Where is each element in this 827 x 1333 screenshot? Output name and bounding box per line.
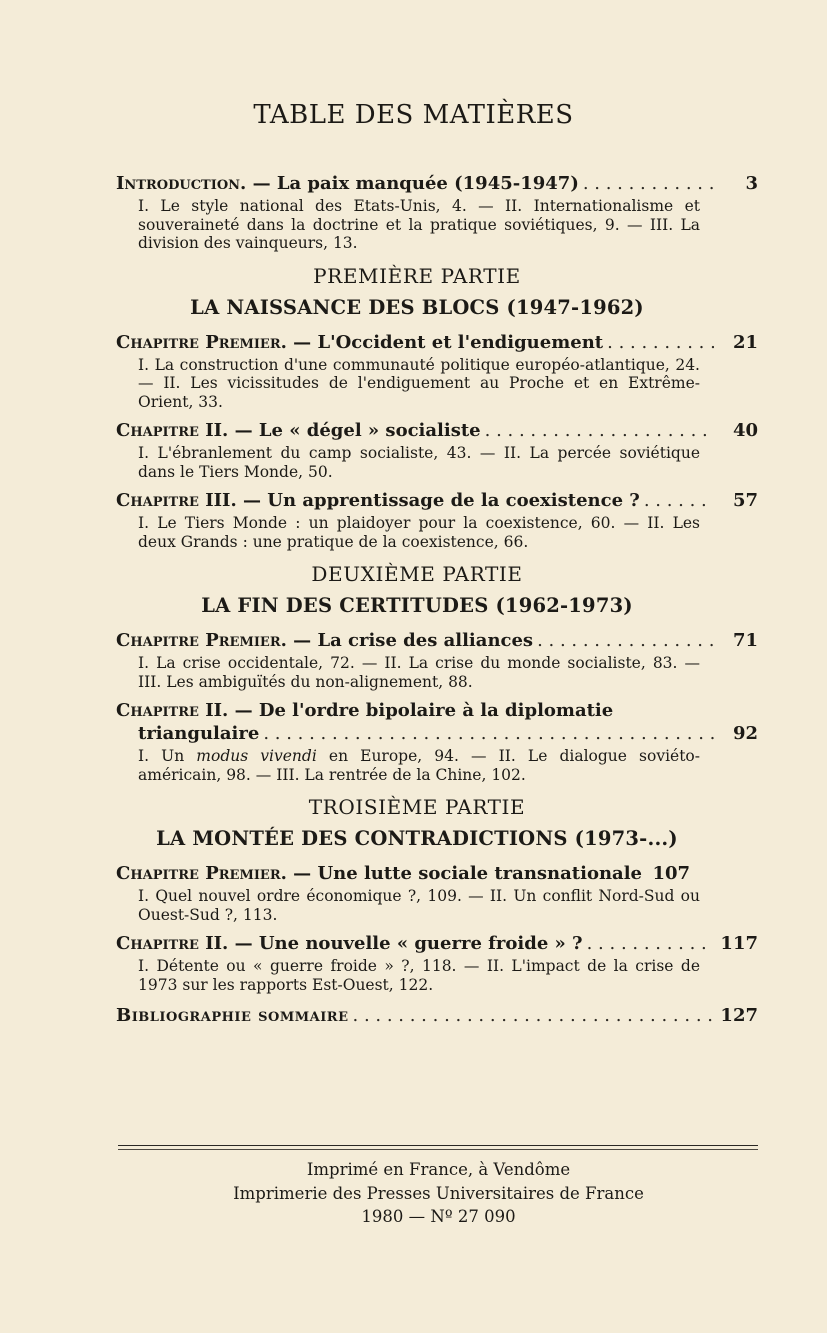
leader-dots (644, 489, 714, 512)
page-number: 21 (732, 331, 758, 353)
summary-italic: modus vivendi (196, 747, 317, 765)
page-title: TABLE DES MATIÈRES (253, 100, 574, 130)
summary-text: I. Un (138, 747, 197, 765)
summary-text: en Europe, 94. — II. Le dialogue soviéto-américain, 98. — III. La rentrée de la Chine, 102. (138, 747, 701, 784)
entry-label-prefix: Chapitre II. (116, 700, 229, 721)
entry-label: — Un apprentissage de la coexistence ? (236, 490, 640, 511)
entry-label-prefix: Introduction. (116, 173, 247, 194)
page-number: 71 (732, 630, 758, 651)
part-title: LA NAISSANCE DES BLOCS (1947-1962) (190, 295, 644, 319)
entry-label: — Une nouvelle « guerre froide » ? (228, 933, 583, 954)
page-number: 107 (652, 863, 691, 884)
entry-label: — Le « dégel » socialiste (228, 420, 481, 441)
section-summary (138, 747, 700, 784)
entry-label-prefix: Chapitre III. (116, 490, 237, 511)
part-heading: DEUXIÈME PARTIE (311, 562, 523, 586)
page-number: 127 (720, 1005, 758, 1026)
section-summary: I. La construction d'une communauté politique européo-atlantique, 24. — II. Les vicissitudes de l'endiguement au Proche et en Extrême-Orient, 33. (138, 355, 700, 411)
colophon-line: Imprimerie des Presses Universitaires de France (233, 1183, 644, 1203)
divider-rule-thin (118, 1149, 758, 1150)
toc-entry-chapter (116, 932, 758, 955)
toc-entry-introduction (116, 172, 758, 195)
leader-dots (353, 1004, 714, 1027)
entry-label: — De l'ordre bipolaire à la diplomatie (228, 700, 614, 721)
leader-dots (485, 419, 714, 442)
section-summary: I. Le style national des Etats-Unis, 4. — II. Internationalisme et souveraineté dans la doctrine et la pratique soviétiques, 9. — III. La division des vainqueurs, 13. (138, 197, 700, 252)
part-title: LA FIN DES CERTITUDES (1962-1973) (201, 594, 633, 617)
entry-label: — Une lutte sociale transnationale (286, 863, 643, 884)
section-summary: I. L'ébranlement du camp socialiste, 43. — II. La percée soviétique dans le Tiers Monde, 50. (138, 444, 700, 481)
section-summary: I. La crise occidentale, 72. — II. La crise du monde socialiste, 83. — III. Les ambiguïtés du non-alignement, 88. (138, 654, 700, 691)
section-summary: I. Détente ou « guerre froide » ?, 118. — II. L'impact de la crise de 1973 sur les rapports Est-Ouest, 122. (138, 957, 700, 994)
page-number: 3 (745, 173, 758, 194)
toc-entry-chapter (116, 489, 758, 512)
leader-dots (587, 932, 714, 955)
toc-entry-bibliography (116, 1004, 758, 1027)
leader-dots (583, 172, 714, 195)
colophon-line: 1980 — Nº 27 090 (361, 1207, 516, 1226)
page-number: 57 (732, 490, 758, 511)
divider-rule (118, 1145, 758, 1146)
page-number: 92 (732, 723, 758, 744)
toc-entry-chapter (116, 331, 758, 354)
section-summary: I. Le Tiers Monde : un plaidoyer pour la coexistence, 60. — II. Les deux Grands : une pratique de la coexistence, 66. (138, 514, 700, 551)
entry-label-prefix: Chapitre II. (116, 933, 229, 954)
leader-dots (537, 629, 714, 652)
entry-label-prefix: Chapitre Premier. (116, 630, 287, 651)
entry-label: Bibliographie sommaire (116, 1005, 349, 1026)
entry-label-prefix: Chapitre II. (116, 420, 229, 441)
page-number: 40 (732, 420, 758, 441)
printer-colophon (0, 1158, 827, 1229)
part-heading: PREMIÈRE PARTIE (313, 263, 521, 288)
section-summary: I. Quel nouvel ordre économique ?, 109. — II. Un conflit Nord-Sud ou Ouest-Sud ?, 113. (138, 887, 700, 924)
entry-label: — La crise des alliances (286, 630, 534, 651)
entry-label-prefix: Chapitre Premier. (116, 331, 287, 353)
part-heading: TROISIÈME PARTIE (308, 795, 526, 819)
leader-dots (607, 331, 714, 354)
entry-label: — L'Occident et l'endiguement (286, 331, 604, 353)
part-title: LA MONTÉE DES CONTRADICTIONS (1973-...) (156, 827, 678, 850)
toc-entry-chapter-line2 (116, 722, 758, 745)
entry-label: — La paix manquée (1945-1947) (246, 173, 579, 194)
toc-entry-chapter (116, 862, 758, 885)
colophon-line: Imprimé en France, à Vendôme (306, 1160, 571, 1179)
toc-entry-chapter (116, 419, 758, 442)
entry-label-prefix: Chapitre Premier. (116, 863, 287, 884)
page-number: 117 (720, 933, 758, 954)
entry-label-continued: triangulaire (138, 723, 260, 744)
toc-entry-chapter-line1 (116, 699, 700, 722)
leader-dots (263, 722, 714, 745)
toc-entry-chapter (116, 629, 758, 652)
table-of-contents (116, 172, 758, 1027)
